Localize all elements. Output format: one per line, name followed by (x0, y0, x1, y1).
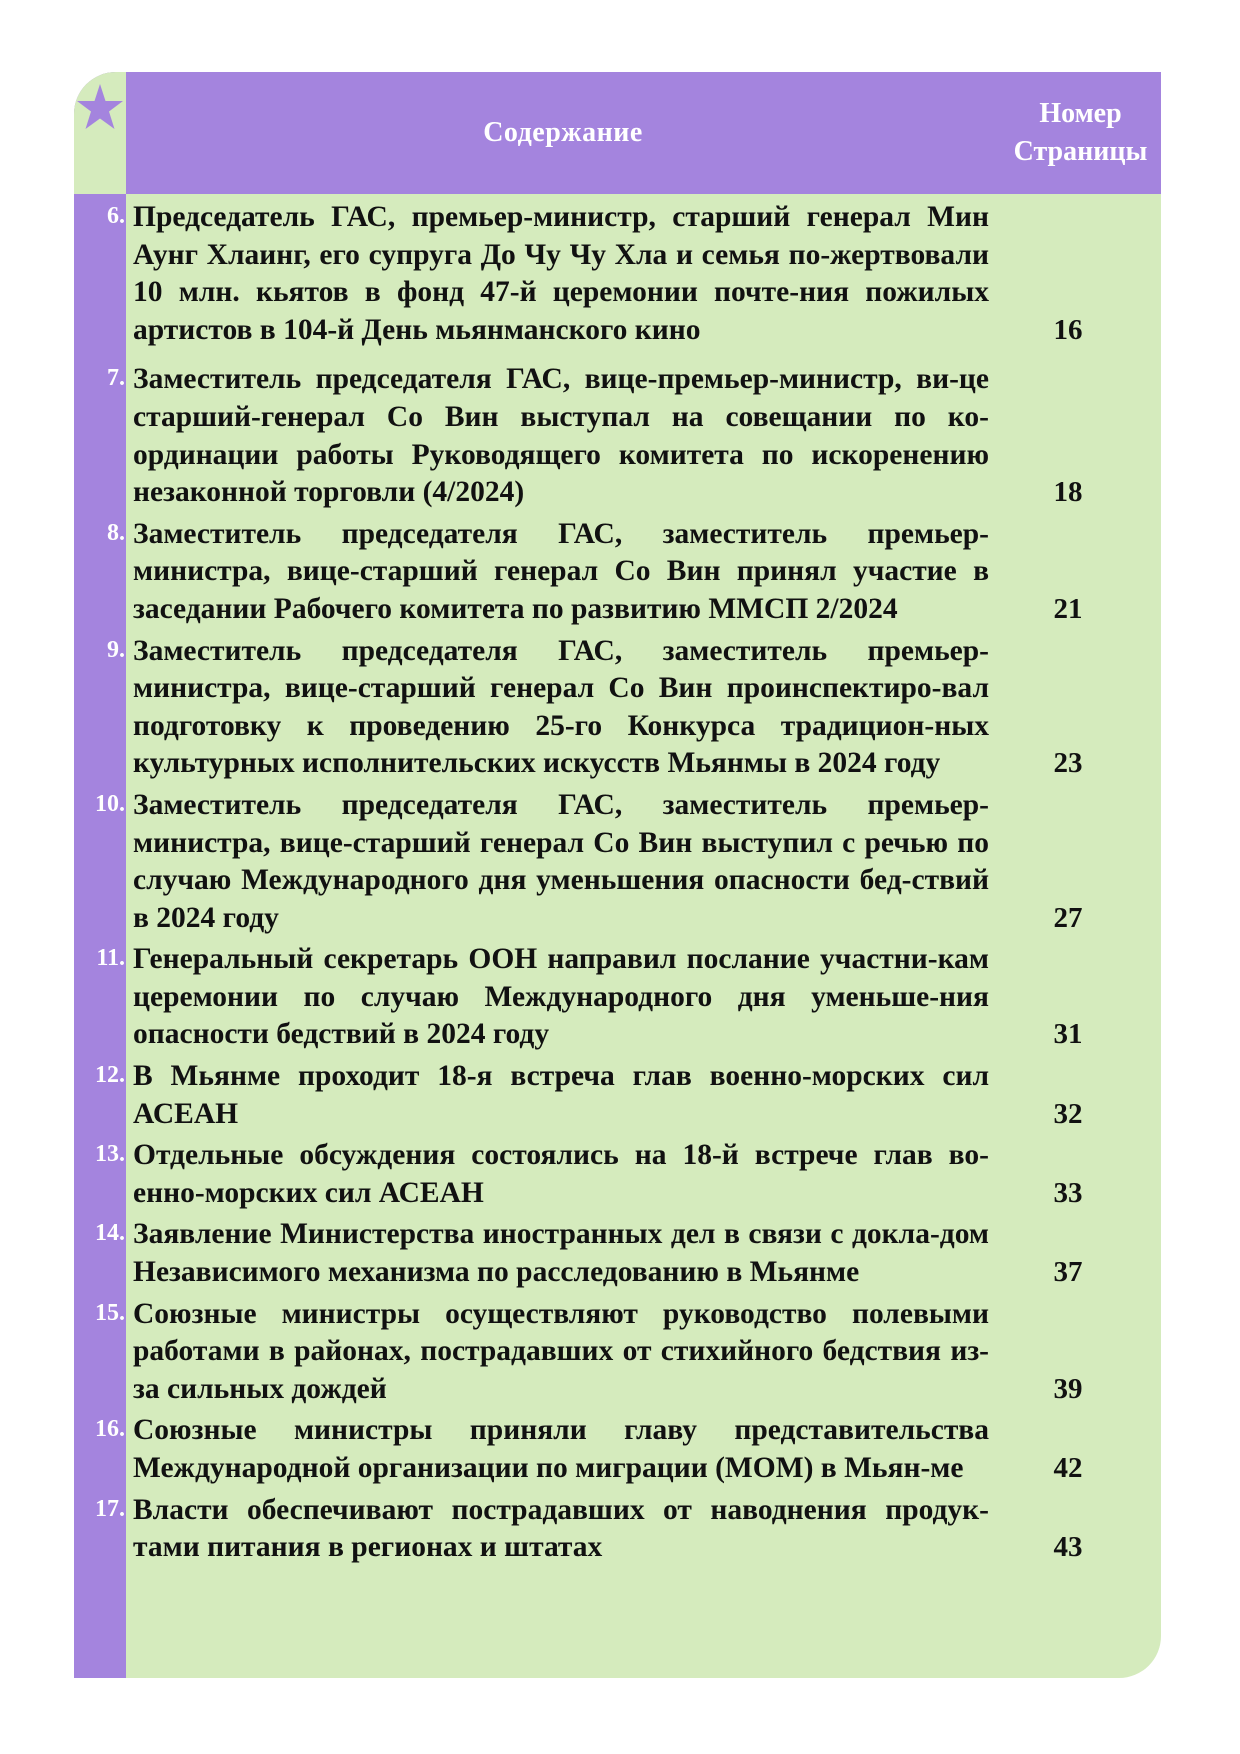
toc-item-number: 10. (95, 790, 125, 817)
toc-item-page (989, 941, 1161, 1054)
toc-item-title: Генеральный секретарь ООН направил послание участни-кам церемонии по случаю Международного дня уменьше-ния опасности бедствий в 2024 году (133, 943, 989, 1051)
toc-item-title: Заместитель председателя ГАС, заместитель премьер-министра, вице-старший генерал Со Вин выступил с речью по случаю Международного дня уменьшения опасности бед-ствий в 2024 году (133, 788, 989, 934)
toc-rows (74, 199, 1161, 1567)
toc-item-number: 11. (96, 945, 125, 972)
toc-item-page-number: 43 (1053, 1531, 1083, 1564)
table-of-contents (74, 72, 1161, 1678)
table-header (126, 72, 1161, 194)
toc-item-title: Заместитель председателя ГАС, заместитель премьер-министра, вице-старший генерал Со Вин проинспектиро-вал подготовку к проведению 25-го Конкурса традицион-ных культурных исполнительских искусств Мьянмы в 2024 году (133, 634, 989, 780)
toc-item-number: 17. (95, 1495, 125, 1522)
page-number-header (1000, 72, 1161, 194)
toc-item-page (989, 199, 1161, 349)
toc-row (74, 787, 1161, 937)
star-cell (74, 72, 126, 194)
toc-item-page-number: 21 (1053, 592, 1083, 625)
toc-item-number: 15. (95, 1299, 125, 1326)
toc-item-page-number: 23 (1053, 747, 1083, 780)
star-icon (76, 80, 124, 136)
toc-row (74, 516, 1161, 629)
toc-item-page-number: 37 (1053, 1256, 1083, 1289)
toc-item-number: 7. (107, 365, 125, 392)
toc-row (74, 199, 1161, 349)
toc-item-page (989, 1058, 1161, 1133)
toc-item-number: 14. (95, 1220, 125, 1247)
toc-item-page-number: 32 (1053, 1097, 1083, 1130)
toc-item-number: 12. (95, 1062, 125, 1089)
toc-item-page-number: 18 (1053, 476, 1083, 509)
toc-item-number: 13. (95, 1141, 125, 1168)
toc-row (74, 941, 1161, 1054)
toc-item-page (989, 361, 1161, 511)
contents-title: Содержание (483, 117, 643, 148)
toc-item-page (989, 1137, 1161, 1212)
toc-item-page (989, 1492, 1161, 1567)
toc-item-number: 9. (107, 636, 125, 663)
toc-item-page (989, 1296, 1161, 1409)
toc-item-title: Отдельные обсуждения состоялись на 18-й встрече глав во-енно-морских сил АСЕАН (133, 1139, 989, 1209)
toc-row (74, 1216, 1161, 1291)
toc-row (74, 361, 1161, 511)
toc-item-page-number: 16 (1053, 313, 1083, 346)
toc-row (74, 1412, 1161, 1487)
toc-item-title: Союзные министры приняли главу представительства Международной организации по миграции (МОМ) в Мьян-ме (133, 1414, 989, 1484)
toc-item-title: Председатель ГАС, премьер-министр, старший генерал Мин Аунг Хлаинг, его супруга До Чу Чу Хла и семья по-жертвовали 10 млн. кьятов в фонд 47-й церемонии почте-ния пожилых артистов в 104-й День мьянманского кино (133, 201, 989, 346)
toc-item-title: Заместитель председателя ГАС, вице-премьер-министр, ви-це старший-генерал Со Вин выступал на совещании по ко-ординации работы Руководящего комитета по искоренению незаконной торговли (4/2024) (133, 363, 989, 509)
toc-item-title: В Мьянме проходит 18-я встреча глав военно-морских сил АСЕАН (133, 1060, 989, 1130)
page-number-header-line2: Страницы (1013, 136, 1148, 167)
toc-item-title: Заявление Министерства иностранных дел в связи с докла-дом Независимого механизма по расследованию в Мьянме (133, 1218, 989, 1289)
toc-row (74, 1492, 1161, 1567)
toc-item-page-number: 42 (1053, 1452, 1083, 1484)
toc-item-title: Власти обеспечивают пострадавших от наводнения продук-тами питания в регионах и штатах (133, 1493, 989, 1564)
toc-row (74, 1137, 1161, 1212)
toc-item-title: Заместитель председателя ГАС, заместитель премьер-министра, вице-старший генерал Со Вин принял участие в заседании Рабочего комитета по развитию ММСП 2/2024 (133, 517, 989, 625)
toc-item-page (989, 1412, 1161, 1487)
page-number-header-line1: Номер (1039, 98, 1122, 129)
toc-item-page (989, 1216, 1161, 1291)
toc-item-number: 16. (95, 1416, 125, 1443)
toc-item-number: 6. (107, 203, 125, 229)
toc-item-page-number: 27 (1053, 901, 1083, 934)
toc-item-page (989, 633, 1161, 783)
toc-row (74, 1296, 1161, 1409)
toc-item-page-number: 39 (1053, 1372, 1083, 1405)
toc-item-number: 8. (107, 519, 125, 546)
toc-item-title: Союзные министры осуществляют руководство полевыми работами в районах, пострадавших от стихийного бедствия из-за сильных дождей (133, 1297, 989, 1405)
toc-row (74, 633, 1161, 783)
toc-item-page (989, 516, 1161, 629)
toc-row (74, 1058, 1161, 1133)
toc-item-page-number: 33 (1053, 1176, 1083, 1209)
toc-item-page (989, 787, 1161, 937)
toc-item-page-number: 31 (1053, 1018, 1083, 1051)
